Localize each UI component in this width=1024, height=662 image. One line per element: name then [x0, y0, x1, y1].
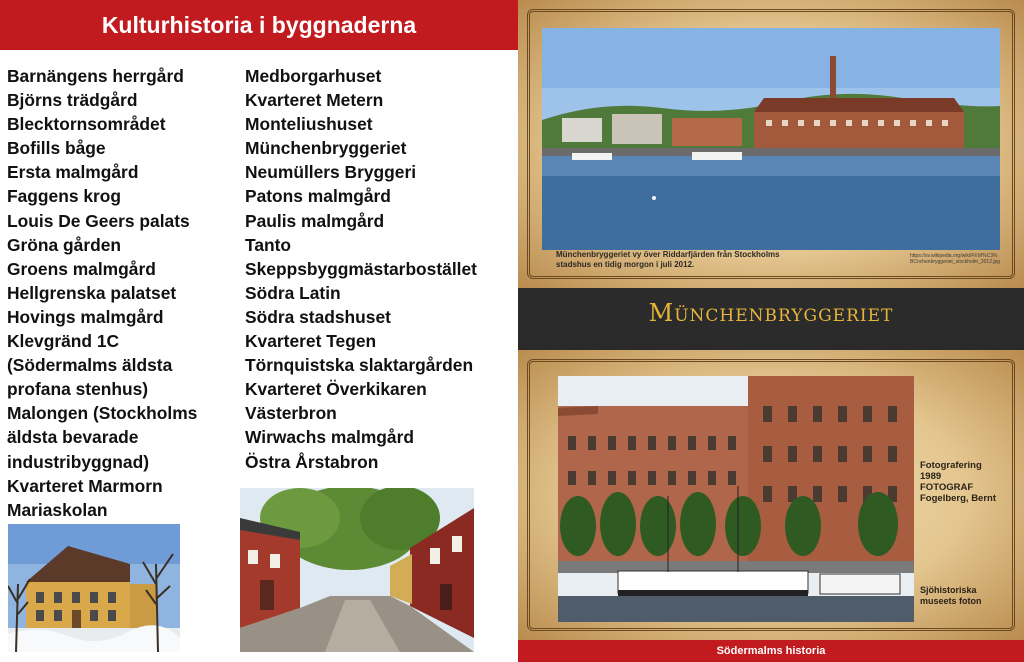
list-item: Törnquistska slaktargården	[245, 355, 474, 376]
list-item: profana stenhus)	[7, 379, 149, 400]
list-item: Björns trädgård	[7, 90, 138, 111]
list-item: Hovings malmgård	[7, 306, 164, 327]
list-item: Paulis malmgård	[245, 210, 385, 231]
source-line: BCnchenbryggeriet_stockholm_2012.jpg	[910, 259, 1001, 265]
feature-title: Münchenbryggeriet	[648, 299, 894, 327]
list-item: Hellgrenska palatset	[7, 282, 177, 303]
list-item: Skeppsbyggmästarbostället	[245, 258, 477, 279]
list-item: Kvarteret Marmorn	[7, 475, 163, 496]
page-title: Kulturhistoria i byggnaderna	[101, 11, 417, 38]
list-item: Västerbron	[245, 403, 337, 424]
source-line: https://sv.wikipedia.org/wiki/Fil:M%C3%	[910, 253, 998, 259]
list-item: industribyggnad)	[7, 451, 150, 472]
list-item: (Södermalms äldsta	[7, 355, 173, 376]
photographer-credit	[920, 460, 1016, 504]
list-item: Patons malmgård	[245, 186, 391, 207]
top-photo-caption	[556, 250, 816, 270]
list-item: Wirwachs malmgård	[245, 427, 414, 448]
top-photo-source	[910, 253, 1006, 265]
museum-credit	[920, 585, 1016, 607]
credit-line: Sjöhistoriska	[920, 585, 977, 595]
list-item: Malongen (Stockholms	[7, 403, 198, 424]
credit-line: Fotografering	[920, 460, 982, 471]
list-item: Blecktornsområdet	[7, 114, 166, 135]
caption-line: stadshus en tidig morgon i juli 2012.	[556, 260, 695, 269]
list-item: äldsta bevarade	[7, 427, 139, 448]
list-item: Östra Årstabron	[245, 451, 379, 472]
top-photo-frame	[518, 0, 1024, 288]
list-item: Münchenbryggeriet	[245, 138, 407, 159]
places-list-left	[7, 64, 243, 522]
list-item: Barnängens herrgård	[7, 66, 184, 86]
list-item: Tanto	[245, 234, 292, 255]
footer-text: Södermalms historia	[716, 645, 826, 657]
footer-bar	[518, 640, 1024, 662]
feature-title-band	[518, 288, 1024, 338]
list-item: Mariaskolan	[7, 499, 108, 520]
places-list-right	[245, 64, 517, 474]
historic-brewery-photo	[558, 376, 914, 622]
riverside-brewery-photo	[542, 28, 1000, 250]
list-item: Bofills båge	[7, 138, 106, 159]
credit-line: museets foton	[920, 596, 982, 606]
bottom-photo-frame	[518, 350, 1024, 640]
manor-house-photo	[8, 524, 180, 652]
list-item: Monteliushuset	[245, 114, 373, 135]
list-item: Kvarteret Tegen	[245, 331, 377, 352]
credit-line: 1989	[920, 471, 942, 482]
list-item: Södra stadshuset	[245, 306, 391, 327]
list-item: Södra Latin	[245, 282, 341, 303]
credit-line: FOTOGRAF	[920, 482, 974, 493]
list-item: Neumüllers Bryggeri	[245, 162, 417, 183]
list-item: Faggens krog	[7, 186, 122, 207]
caption-line: Münchenbryggeriet vy över Riddarfjärden från Stockholms	[556, 250, 780, 259]
list-item: Kvarteret Överkikaren	[245, 379, 427, 400]
list-item: Gröna gården	[7, 234, 122, 255]
cobbled-street-photo	[240, 488, 474, 652]
list-item: Ersta malmgård	[7, 162, 139, 183]
header-bar	[0, 0, 518, 50]
list-item: Medborgarhuset	[245, 66, 382, 86]
list-item: Groens malmgård	[7, 258, 156, 279]
list-item: Kvarteret Metern	[245, 90, 384, 111]
list-item: Louis De Geers palats	[7, 210, 190, 231]
credit-line: Fogelberg, Bernt	[920, 493, 997, 504]
list-item: Klevgränd 1C	[7, 331, 120, 352]
